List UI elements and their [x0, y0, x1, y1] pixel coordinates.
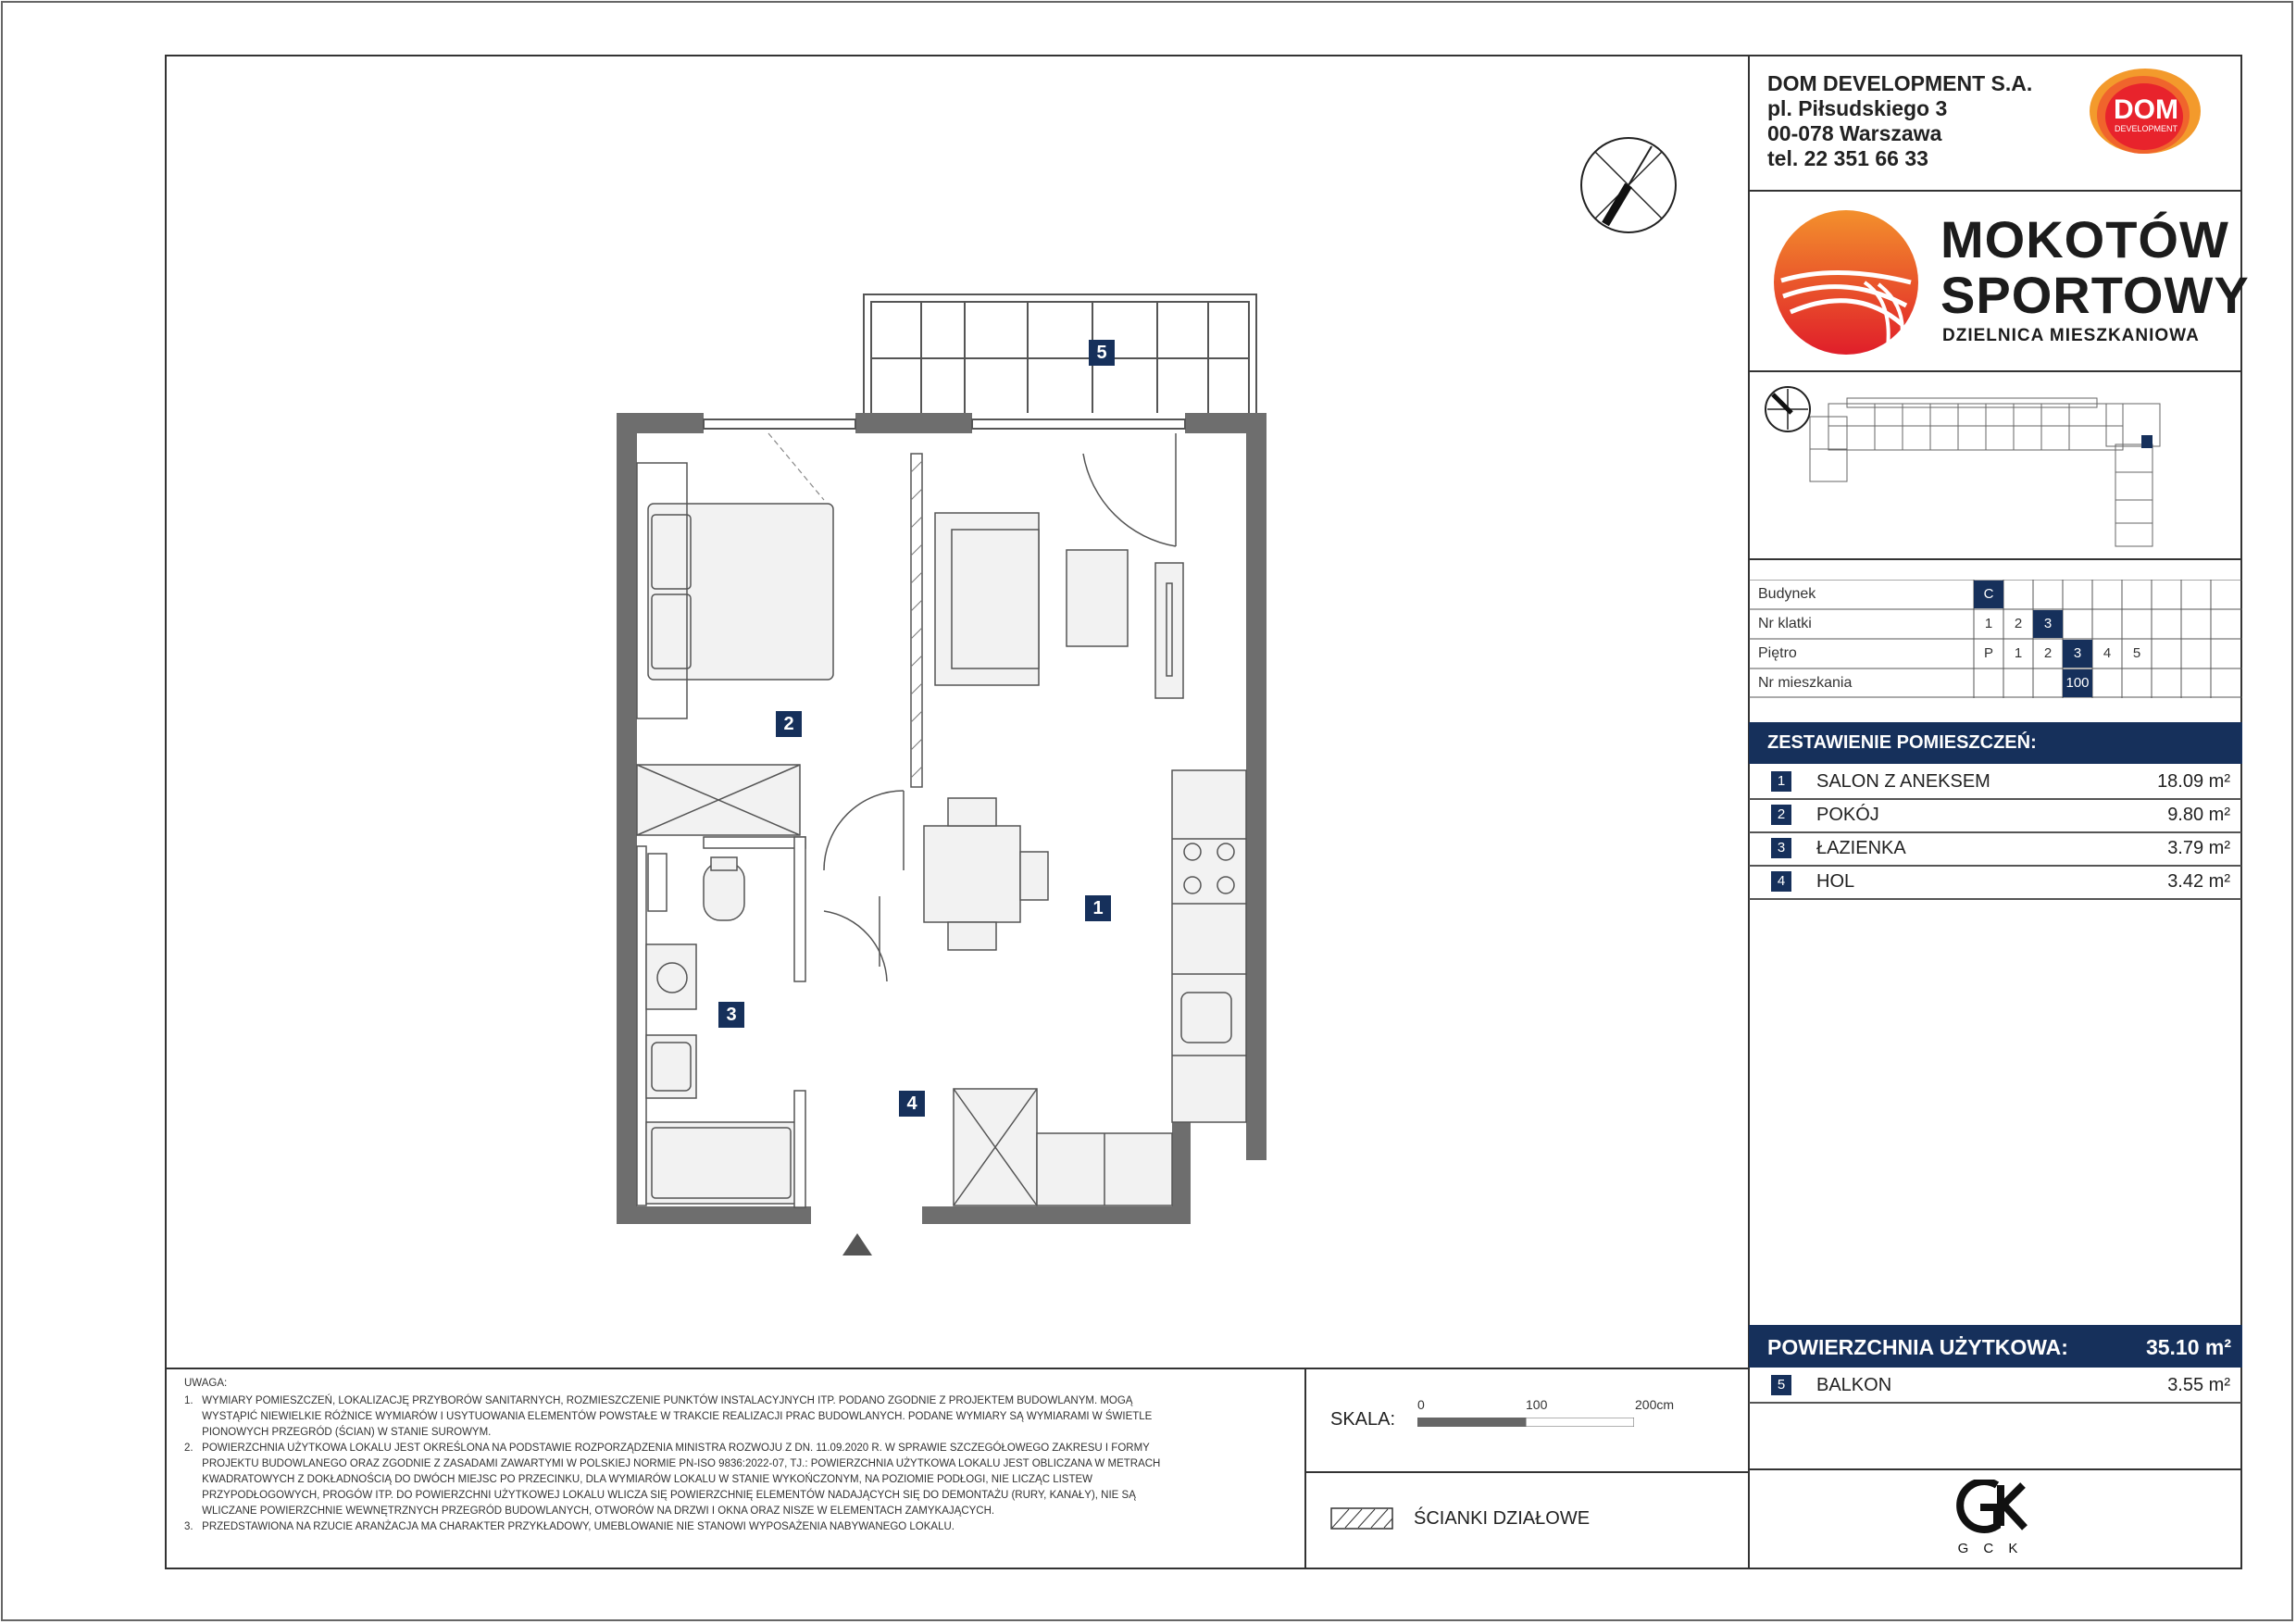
room-area: 3.79 m²: [2167, 838, 2230, 858]
project-title-1: MOKOTÓW: [1940, 210, 2229, 269]
room-row: [1749, 798, 2241, 833]
balcony-name: BALKON: [1816, 1375, 1892, 1395]
usable-area-bar: [1749, 1325, 2242, 1368]
plan-label-5: 5: [1089, 340, 1115, 366]
rooms-heading-bar: [1749, 722, 2242, 764]
plan-label-1: 1: [1085, 895, 1111, 921]
plan-label-2: 2: [776, 711, 802, 737]
room-name: ŁAZIENKA: [1816, 838, 1906, 858]
partition-legend-label: ŚCIANKI DZIAŁOWE: [1414, 1508, 1591, 1529]
location-cell-selected: 3: [2063, 640, 2092, 668]
location-cell-selected: C: [1974, 581, 2003, 608]
room-row: [1749, 831, 2241, 867]
note-line: WYSTĄPIĆ NIEWIELKIE RÓŻNICE WYMIARÓW I USYTUOWANIA ELEMENTÓW POWSTAŁE W TRAKCIE REALIZACJI PRAC BUDOWLANYCH. PODANE WYMIARY SĄ WYMIARAMI W ŚWIETLE: [184, 1411, 1153, 1422]
room-name: HOL: [1816, 871, 1855, 892]
balcony-num: 5: [1771, 1375, 1791, 1395]
scale-bar: [1417, 1415, 1634, 1424]
scale-divider: [1305, 1471, 1749, 1473]
partition-legend-swatch: [1330, 1507, 1393, 1530]
location-cell-selected: 100: [2063, 669, 2092, 697]
location-row-label: Budynek: [1758, 586, 1816, 602]
note-line: PIONOWYCH PRZEGRÓD (ŚCIAN) W STANIE SUROWYM.: [184, 1427, 492, 1438]
company-name: DOM DEVELOPMENT S.A.: [1767, 71, 2033, 95]
panel-line: [1749, 1468, 2242, 1470]
room-num: 1: [1771, 771, 1791, 792]
project-subtitle: DZIELNICA MIESZKANIOWA: [1942, 326, 2200, 345]
room-name: POKÓJ: [1816, 805, 1879, 825]
location-cell: 1: [2014, 645, 2023, 661]
location-cell: 2: [2014, 616, 2023, 631]
logo-development-text: DEVELOPMENT: [2114, 124, 2177, 133]
logo-dom-text: DOM: [2114, 94, 2178, 125]
room-num: 3: [1771, 838, 1791, 858]
note-line: WLICZANE POWIERZCHNIE WEWNĘTRZNYCH PRZEGRÓD BUDOWLANYCH, OTWORÓW NA DRZWI I OKNA ORAZ NISZE W ELEMENTACH ZAMYKAJĄCYCH.: [184, 1505, 995, 1517]
room-num: 2: [1771, 805, 1791, 825]
balcony-row: [1749, 1368, 2241, 1404]
balcony-area: 3.55 m²: [2167, 1375, 2230, 1395]
scale-tick-100: 100: [1526, 1397, 1548, 1412]
project-title-2: SPORTOWY: [1940, 266, 2250, 324]
note-line: 1. WYMIARY POMIESZCZEŃ, LOKALIZACJĘ PRZYBORÓW SANITARNYCH, ROZMIESZCZENIE PUNKTÓW INSTALACYJNYCH ITP. PODANO ZGODNIE Z PROJEKTEM BUDOWLANYM. MOGĄ: [184, 1395, 1133, 1406]
notes-heading: UWAGA:: [184, 1378, 228, 1389]
rooms-heading: ZESTAWIENIE POMIESZCZEŃ:: [1767, 732, 2037, 753]
notes-divider: [1304, 1368, 1306, 1569]
usable-area-label: POWIERZCHNIA UŻYTKOWA:: [1767, 1335, 2068, 1359]
location-cell: 5: [2132, 645, 2141, 661]
location-cell: 2: [2043, 645, 2053, 661]
company-street: pl. Piłsudskiego 3: [1767, 96, 1948, 120]
room-area: 18.09 m²: [2157, 771, 2230, 792]
note-line: KWADRATOWYCH Z DOKŁADNOŚCIĄ DO DWÓCH MIEJSC PO PRZECINKU, DLA WYMIARÓW LOKALU W STANIE WYKOŃCZONYM, NA POZIOMIE PODŁOGI, NIE LICZĄC LISTEW: [184, 1474, 1093, 1485]
note-line: 2. POWIERZCHNIA UŻYTKOWA LOKALU JEST OKREŚLONA NA PODSTAWIE ROZPORZĄDZENIA MINISTRA ROZWOJU Z DN. 11.09.2020 R. W SPRAWIE SZCZEGÓŁOWEGO ZAKRESU I FORMY: [184, 1443, 1150, 1454]
plan-label-4: 4: [899, 1091, 925, 1117]
location-cell: P: [1983, 645, 1993, 661]
apartment-plan: [555, 278, 1296, 1278]
scale-tick-200: 200cm: [1635, 1397, 1675, 1412]
scale-label: SKALA:: [1330, 1409, 1396, 1430]
mokotow-sportowy-emblem: [1772, 208, 1920, 356]
location-row-label: Nr klatki: [1758, 616, 1812, 631]
dom-development-logo: [2086, 65, 2206, 163]
panel-line: [1749, 558, 2242, 560]
room-name: SALON Z ANEKSEM: [1816, 771, 1990, 792]
company-city: 00-078 Warszawa: [1767, 121, 1942, 145]
location-cell-selected: 3: [2033, 610, 2063, 638]
note-line: PROJEKTU BUDOWLANEGO ORAZ ZGODNIE Z ZASADAMI ZAWARTYMI W POLSKIEJ NORMIE PN-ISO 9836:2022-07, TJ.: POWIERZCHNIA UŻYTKOWA LOKALU JEST OBLICZANA W METRACH: [184, 1458, 1161, 1469]
bottom-panel-divider: [165, 1368, 1749, 1369]
room-num: 4: [1771, 871, 1791, 892]
location-row-label: Piętro: [1758, 645, 1797, 661]
key-plan: [1754, 380, 2236, 556]
location-cell: 4: [2103, 645, 2112, 661]
scale-tick-0: 0: [1417, 1397, 1425, 1412]
location-cell: 1: [1984, 616, 1993, 631]
north-arrow-icon: [1579, 136, 1678, 234]
plan-label-3: 3: [718, 1002, 744, 1028]
room-row: [1749, 765, 2241, 800]
room-area: 3.42 m²: [2167, 871, 2230, 892]
room-row: [1749, 865, 2241, 900]
note-line: 3. PRZEDSTAWIONA NA RZUCIE ARANŻACJA MA CHARAKTER PRZYKŁADOWY, UMEBLOWANIE NIE STANOWI WYPOSAŻENIA NABYWANEGO LOKALU.: [184, 1521, 955, 1532]
gck-logo: [1949, 1480, 2032, 1563]
room-area: 9.80 m²: [2167, 805, 2230, 825]
gck-letters: G C K: [1957, 1541, 2024, 1556]
panel-line: [1749, 370, 2242, 372]
company-phone: tel. 22 351 66 33: [1767, 146, 1928, 170]
usable-area-value: 35.10 m²: [2145, 1335, 2231, 1359]
location-row-label: Nr mieszkania: [1758, 675, 1853, 691]
note-line: PRZYPODŁOGOWYCH, PROGÓW ITP. DO POWIERZCHNI UŻYTKOWEJ LOKALU WLICZA SIĘ POWIERZCHNIĘ ELEMENTÓW NADAJĄCYCH SIĘ DO DEMONTAŻU (RURY, KANAŁY), NIE SĄ: [184, 1490, 1136, 1501]
panel-line: [1749, 190, 2242, 192]
